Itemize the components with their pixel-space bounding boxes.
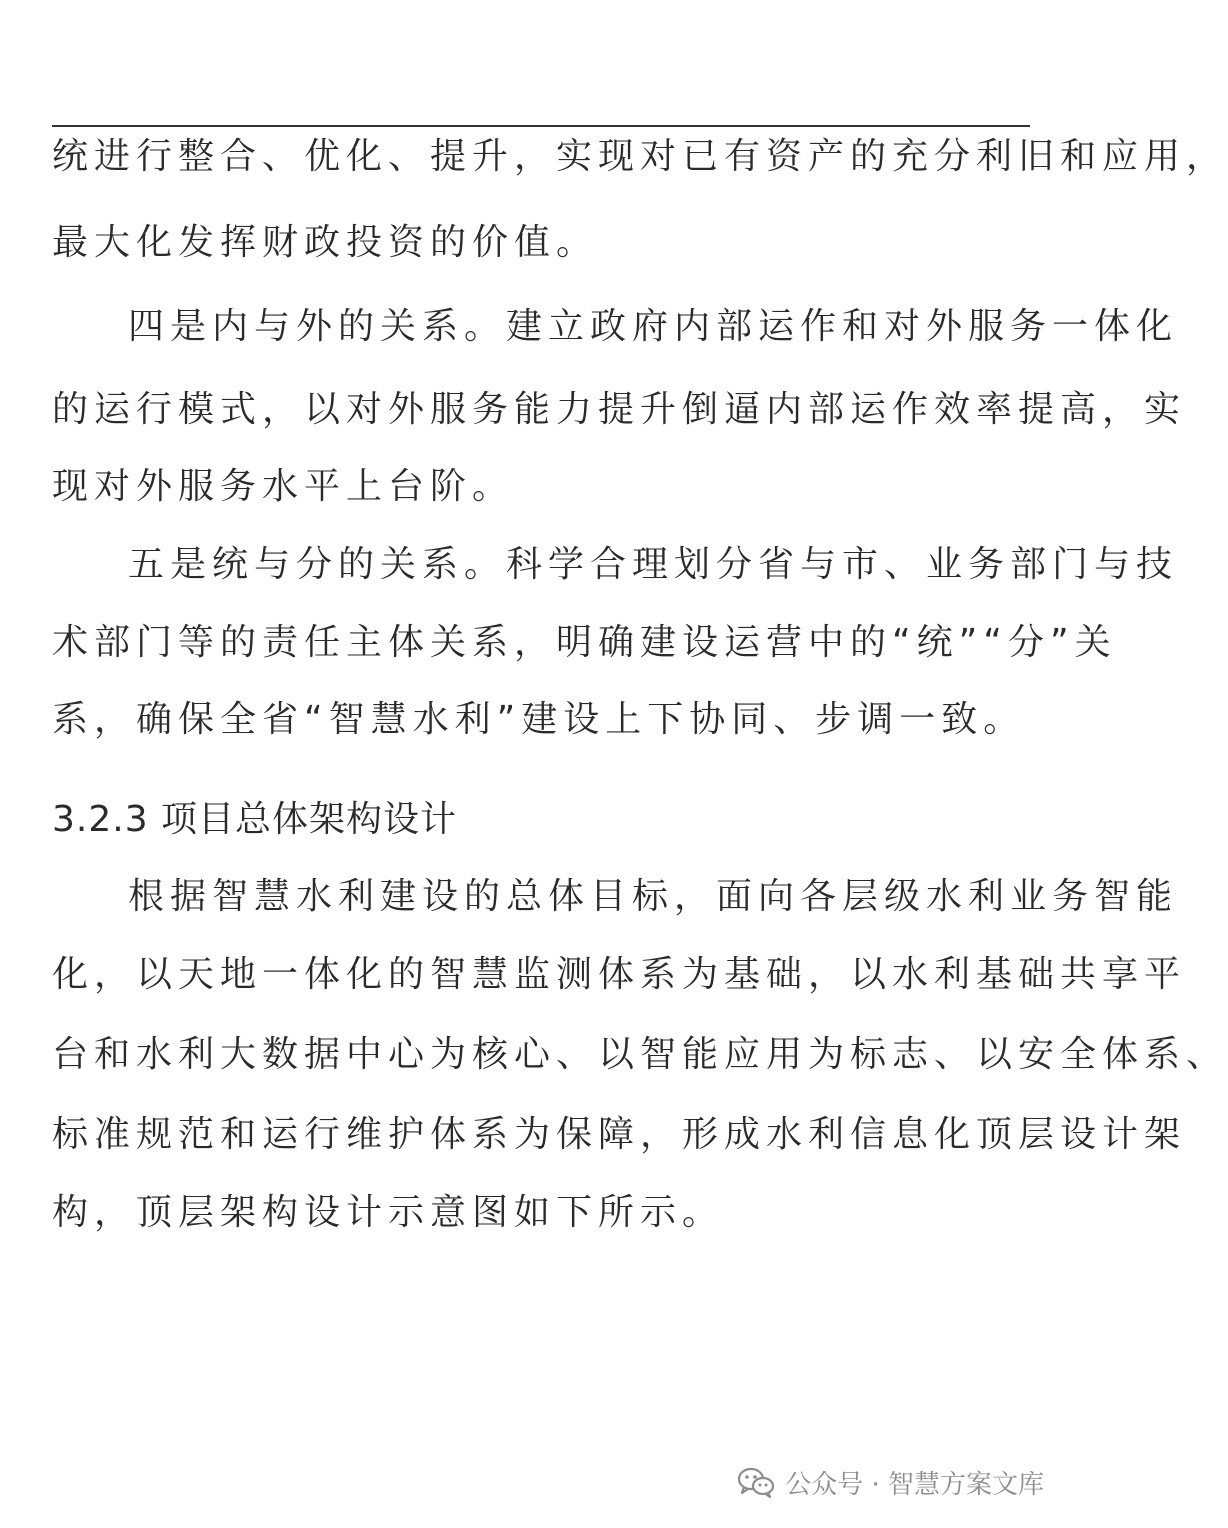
paragraph-line: 统进行整合、优化、提升，实现对已有资产的充分利旧和应用， <box>52 136 1228 177</box>
paragraph-line: 术部门等的责任主体关系，明确建设运营中的“统”“分”关 <box>52 622 1117 663</box>
paragraph-line: 四是内与外的关系。建立政府内部运作和对外服务一体化 <box>128 306 1179 347</box>
wechat-icon <box>737 1466 775 1498</box>
section-heading: 3.2.3 项目总体架构设计 <box>52 799 458 840</box>
paragraph-line: 构，顶层架构设计示意图如下所示。 <box>52 1192 725 1233</box>
watermark <box>737 1460 1044 1504</box>
header-rule <box>52 125 1030 127</box>
paragraph-line: 五是统与分的关系。科学合理划分省与市、业务部门与技 <box>128 544 1179 585</box>
paragraph-line: 的运行模式，以对外服务能力提升倒逼内部运作效率提高，实 <box>52 389 1187 430</box>
paragraph-line: 标准规范和运行维护体系为保障，形成水利信息化顶层设计架 <box>52 1114 1187 1155</box>
paragraph-line: 现对外服务水平上台阶。 <box>52 466 515 507</box>
paragraph-line: 最大化发挥财政投资的价值。 <box>52 222 599 263</box>
paragraph-line: 系，确保全省“智慧水利”建设上下协同、步调一致。 <box>52 699 1026 740</box>
paragraph-line: 台和水利大数据中心为核心、以智能应用为标志、以安全体系、 <box>52 1034 1228 1075</box>
paragraph-line: 根据智慧水利建设的总体目标，面向各层级水利业务智能 <box>128 876 1179 917</box>
paragraph-line: 化，以天地一体化的智慧监测体系为基础，以水利基础共享平 <box>52 954 1187 995</box>
watermark-text: 公众号 · 智慧方案文库 <box>785 1469 1044 1500</box>
